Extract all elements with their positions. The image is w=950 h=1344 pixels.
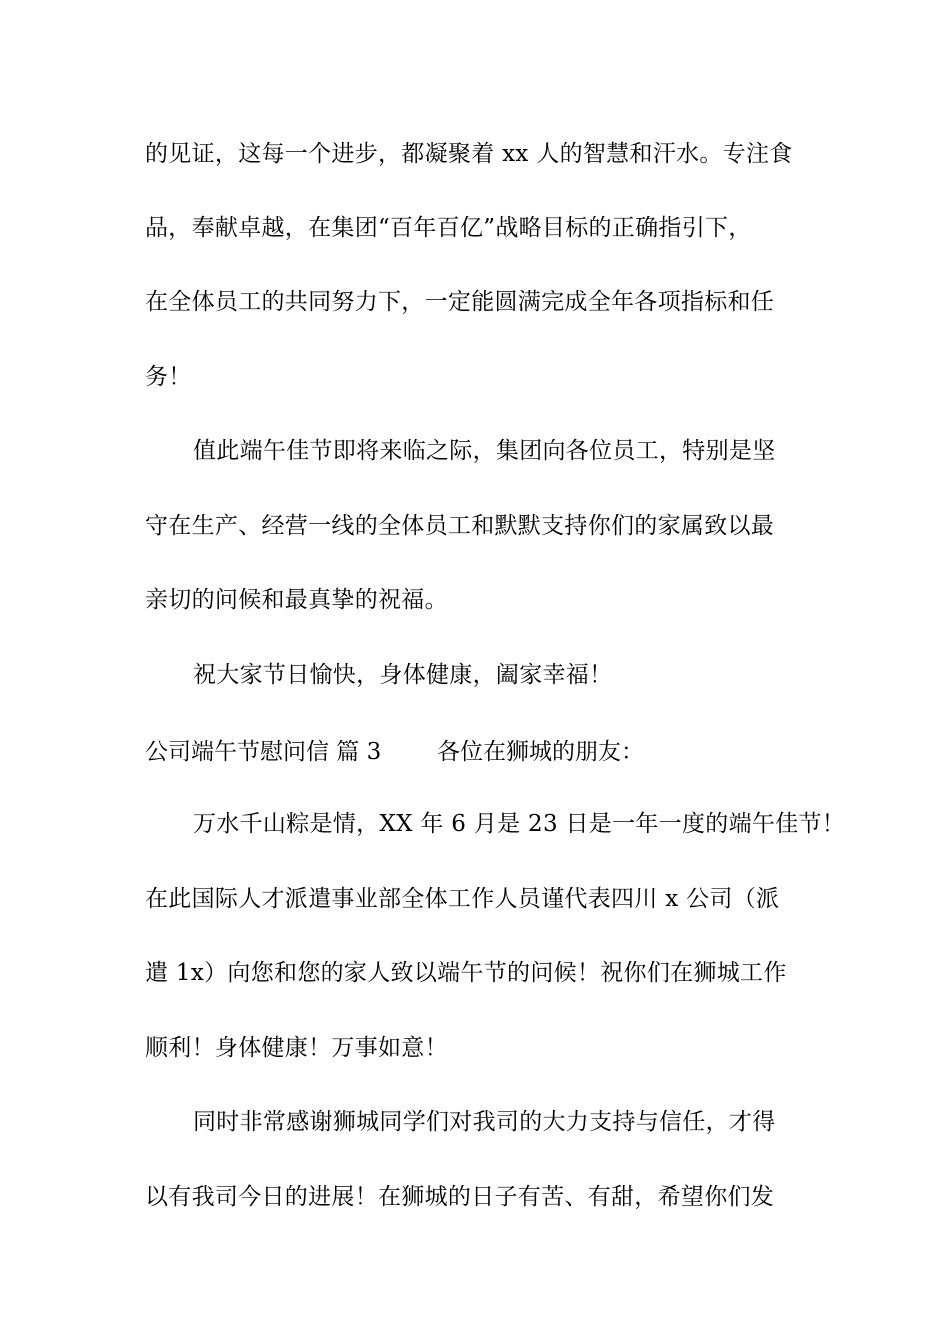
paragraph-line: 守在生产、经营一线的全体员工和默默支持你们的家属致以最 xyxy=(145,513,775,539)
paragraph-line: 同时非常感谢狮城同学们对我司的大力支持与信任，才得 xyxy=(193,1109,776,1135)
paragraph-line: 在此国际人才派遣事业部全体工作人员谨代表四川 x 公司（派 xyxy=(145,886,780,912)
paragraph-line: 遣 1x）向您和您的家人致以端午节的问候！祝你们在狮城工作 xyxy=(145,960,787,986)
paragraph-line: 在全体员工的共同努力下，一定能圆满完成全年各项指标和任 xyxy=(145,289,775,315)
paragraph-line: 祝大家节日愉快，身体健康，阖家幸福！ xyxy=(193,662,613,688)
section-heading: 公司端午节慰问信 篇 3 xyxy=(145,739,382,765)
section-heading-row xyxy=(145,737,644,767)
paragraph-line: 以有我司今日的进展！在狮城的日子有苦、有甜，希望你们发 xyxy=(145,1184,775,1210)
paragraph-line: 顺利！身体健康！万事如意！ xyxy=(145,1035,448,1061)
paragraph-line: 亲切的问候和最真挚的祝福。 xyxy=(145,587,448,613)
paragraph-line: 万水千山粽是情，XX 年 6 月是 23 日是一年一度的端午佳节！ xyxy=(193,811,846,837)
paragraph-line: 务！ xyxy=(145,364,192,390)
paragraph-line: 的见证，这每一个进步，都凝聚着 xx 人的智慧和汗水。专注食 xyxy=(145,141,793,167)
paragraph-line: 值此端午佳节即将来临之际，集团向各位员工，特别是坚 xyxy=(193,438,776,464)
paragraph-line: 品，奉献卓越，在集团“百年百亿”战略目标的正确指引下， xyxy=(145,215,752,241)
salutation: 各位在狮城的朋友： xyxy=(437,739,644,765)
